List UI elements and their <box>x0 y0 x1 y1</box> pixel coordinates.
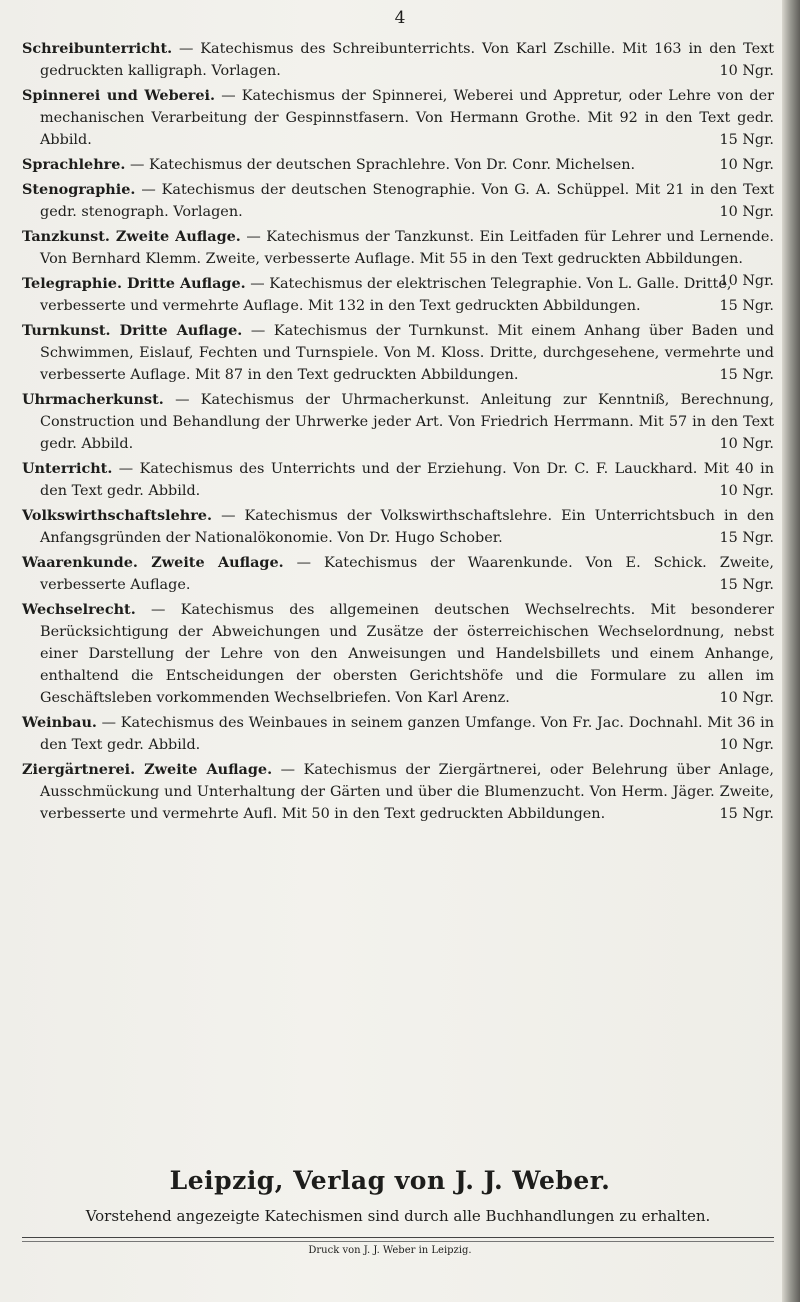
entry-description: — Katechismus der Ziergärtnerei, oder Belehrung über Anlage, Ausschmückung und Unterhaltung der Gärten und über die Blumenzucht. Von Herm. Jäger. Zweite, verbesserte und vermehrte Aufl. Mit 50 in den Text gedruckten Abbildungen. <box>40 762 775 822</box>
entry-description: — Katechismus des Weinbaues in seinem ganzen Umfange. Von Fr. Jac. Dochnahl. Mit 36 in den Text gedr. Abbild. <box>40 715 775 753</box>
catalog-entry <box>22 154 774 176</box>
catalog-entries <box>22 38 774 828</box>
entry-description: — Katechismus der Uhrmacherkunst. Anleitung zur Kenntniß, Berechnung, Construction und Behandlung der Uhrwerke jeder Art. Von Friedrich Herrmann. Mit 57 in den Text gedr. Abbild. <box>40 392 774 452</box>
entry-heading: Tanzkunst. Zweite Auflage. <box>22 228 241 245</box>
entry-paragraph <box>22 154 774 176</box>
entry-description: — Katechismus der Turnkunst. Mit einem Anhang über Baden und Schwimmen, Eislauf, Fechten und Turnspiele. Von M. Kloss. Dritte, durchgesehene, vermehrte und verbesserte Auflage. Mit 87 in den Text gedruckten Abbildungen. <box>40 323 775 383</box>
entry-price: 10 Ngr. <box>719 690 774 706</box>
entry-heading: Volkswirthschaftslehre. <box>22 507 212 524</box>
catalog-entry <box>22 759 774 825</box>
divider-rule <box>22 1237 774 1238</box>
catalog-entry <box>22 85 774 151</box>
entry-paragraph <box>22 505 774 549</box>
entry-paragraph <box>22 599 774 709</box>
entry-price: 15 Ngr. <box>719 132 774 148</box>
entry-paragraph <box>22 389 774 455</box>
entry-description: — Katechismus der Tanzkunst. Ein Leitfaden für Lehrer und Lernende. Von Bernhard Klemm. Zweite, verbesserte Auflage. Mit 55 in den Text gedruckten Abbildungen. <box>40 229 774 267</box>
catalog-entry <box>22 320 774 386</box>
entry-paragraph <box>22 759 774 825</box>
entry-heading: Unterricht. <box>22 460 113 477</box>
entry-heading: Schreibunterricht. <box>22 40 173 57</box>
catalog-entry <box>22 179 774 223</box>
entry-price: 10 Ngr. <box>719 483 774 499</box>
entry-description: — Katechismus der Waarenkunde. Von E. Schick. Zweite, verbesserte Auflage. <box>40 555 775 593</box>
entry-heading: Wechselrecht. <box>22 601 136 618</box>
entry-price: 15 Ngr. <box>719 806 774 822</box>
entry-price: 10 Ngr. <box>719 204 774 220</box>
entry-description: — Katechismus der Volkswirthschaftslehre. Ein Unterrichtsbuch in den Anfangsgründen der Nationalökonomie. Von Dr. Hugo Schober. <box>40 508 775 546</box>
entry-price: 15 Ngr. <box>719 577 774 593</box>
entry-paragraph <box>22 38 774 82</box>
entry-paragraph <box>22 273 774 317</box>
entry-heading: Uhrmacherkunst. <box>22 391 164 408</box>
entry-description: — Katechismus der elektrischen Telegraphie. Von L. Galle. Dritte, verbesserte und vermehrte Auflage. Mit 132 in den Text gedruckten Abbildungen. <box>40 276 732 314</box>
availability-notice: Vorstehend angezeigte Katechismen sind durch alle Buchhandlungen zu erhalten. <box>85 1207 711 1225</box>
entry-price: 10 Ngr. <box>719 273 774 289</box>
printer-imprint: Druck von J. J. Weber in Leipzig. <box>308 1245 472 1256</box>
catalog-entry <box>22 273 774 317</box>
page-number: 4 <box>394 8 406 28</box>
catalog-entry <box>22 712 774 756</box>
entry-description: — Katechismus der Spinnerei, Weberei und Appretur, oder Lehre von der mechanischen Verarbeitung der Gespinnstfasern. Von Hermann Grothe. Mit 92 in den Text gedr. Abbild. <box>40 88 774 148</box>
entry-heading: Turnkunst. Dritte Auflage. <box>22 322 243 339</box>
entry-price: 10 Ngr. <box>719 157 774 173</box>
catalog-entry <box>22 505 774 549</box>
entry-heading: Spinnerei und Weberei. <box>22 87 216 104</box>
entry-description: — Katechismus der deutschen Sprachlehre. Von Dr. Conr. Michelsen. <box>130 157 636 173</box>
entry-heading: Telegraphie. Dritte Auflage. <box>22 275 246 292</box>
entry-price: 15 Ngr. <box>719 367 774 383</box>
entry-heading: Ziergärtnerei. Zweite Auflage. <box>22 761 273 778</box>
entry-price: 15 Ngr. <box>719 530 774 546</box>
entry-price: 10 Ngr. <box>719 63 774 79</box>
publisher-line: Leipzig, Verlag von J. J. Weber. <box>169 1166 611 1195</box>
entry-heading: Waarenkunde. Zweite Auflage. <box>22 554 284 571</box>
catalog-entry <box>22 389 774 455</box>
catalog-entry <box>22 38 774 82</box>
book-spine-shadow <box>782 0 800 1302</box>
entry-paragraph <box>22 320 774 386</box>
entry-paragraph <box>22 179 774 223</box>
entry-heading: Weinbau. <box>22 714 97 731</box>
entry-description: — Katechismus des Unterrichts und der Erziehung. Von Dr. C. F. Lauckhard. Mit 40 in den Text gedr. Abbild. <box>40 461 774 499</box>
catalog-entry <box>22 599 774 709</box>
entry-paragraph <box>22 458 774 502</box>
entry-paragraph <box>22 85 774 151</box>
divider-rule <box>22 1241 774 1242</box>
entry-price: 10 Ngr. <box>719 737 774 753</box>
entry-heading: Stenographie. <box>22 181 136 198</box>
entry-paragraph <box>22 552 774 596</box>
catalog-entry <box>22 552 774 596</box>
entry-paragraph <box>22 712 774 756</box>
entry-description: — Katechismus des allgemeinen deutschen Wechselrechts. Mit besonderer Berücksichtigung der Abweichungen und Zusätze der österreichischen Wechselordnung, nebst einer Darstellung der Lehre von den Anweisungen und Handelsbillets und einem Anhange, enthaltend die Entscheidungen der obersten Gerichtshöfe und die Formulare zu allen im Geschäftsleben vorkommenden Wechselbriefen. Von Karl Arenz. <box>40 602 774 706</box>
entry-price: 10 Ngr. <box>719 436 774 452</box>
entry-price: 15 Ngr. <box>719 298 774 314</box>
entry-description: — Katechismus des Schreibunterrichts. Von Karl Zschille. Mit 163 in den Text gedruckten kalligraph. Vorlagen. <box>40 41 774 79</box>
entry-heading: Sprachlehre. <box>22 156 126 173</box>
catalog-entry <box>22 458 774 502</box>
entry-description: — Katechismus der deutschen Stenographie. Von G. A. Schüppel. Mit 21 in den Text gedr. stenograph. Vorlagen. <box>40 182 774 220</box>
